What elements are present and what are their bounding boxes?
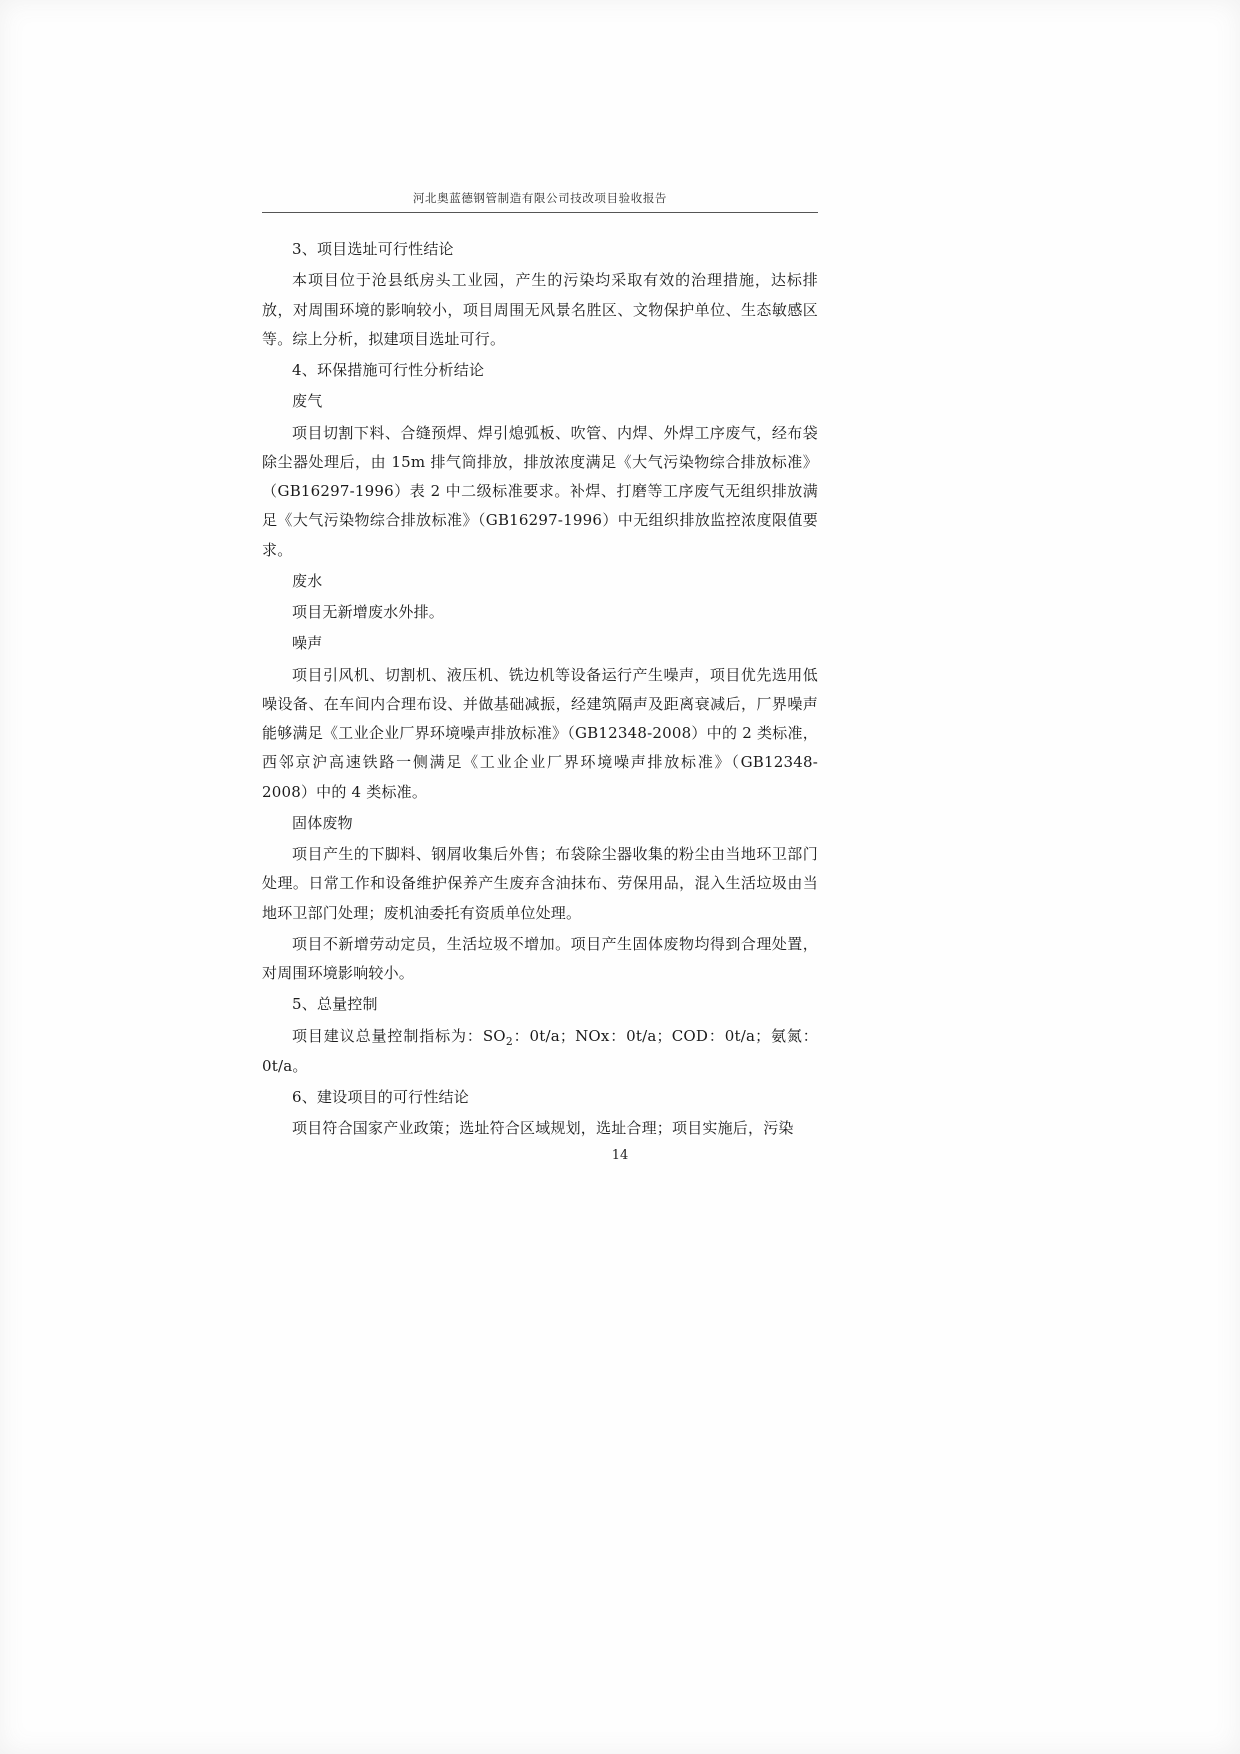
paragraph-section-4-title: 4、环保措施可行性分析结论: [292, 361, 485, 379]
subheading-noise: 噪声: [292, 634, 323, 653]
subheading-waste-gas: 废气: [292, 392, 323, 411]
header-divider: [262, 212, 818, 213]
paragraph-section-3-title: 3、项目选址可行性结论: [292, 240, 454, 258]
subheading-solid-waste: 固体废物: [292, 813, 353, 832]
total-control-subscript: 2: [505, 1034, 513, 1048]
page-content: [262, 190, 818, 1145]
paragraph-section-5-title: 5、总量控制: [292, 995, 378, 1014]
paragraph-total-control-body: [262, 1022, 818, 1081]
paragraph-solid-waste-summary: 项目不新增劳动定员，生活垃圾不增加。项目产生固体废物均得到合理处置，对周围环境影响较小。: [262, 934, 818, 982]
page-header: 河北奥蓝德钢管制造有限公司技改项目验收报告: [412, 191, 668, 205]
total-control-suffix: ：0t/a；NOx：0t/a；COD：0t/a；氨氮：0t/a。: [262, 1026, 818, 1075]
paragraph-waste-gas-body: 项目切割下料、合缝预焊、焊引熄弧板、吹管、内焊、外焊工序废气，经布袋除尘器处理后，由 15m 排气筒排放，排放浓度满足《大气污染物综合排放标准》（GB16297-1996）表 2 中二级标准要求。补焊、打磨等工序废气无组织排放满足《大气污染物综合排放标准》（GB16297-1996）中无组织排放监控浓度限值要求。: [262, 423, 818, 559]
page-number: 14: [611, 1148, 629, 1163]
paragraph-noise-body: 项目引风机、切割机、液压机、铣边机等设备运行产生噪声，项目优先选用低噪设备、在车间内合理布设、并做基础减振，经建筑隔声及距离衰减后，厂界噪声能够满足《工业企业厂界环境噪声排放标准》（GB12348-2008）中的 2 类标准，西邻京沪高速铁路一侧满足《工业企业厂界环境噪声排放标准》（GB12348-2008）中的 4 类标准。: [262, 665, 818, 801]
subheading-waste-water: 废水: [292, 571, 323, 590]
paragraph-section-6-title: 6、建设项目的可行性结论: [292, 1087, 469, 1106]
paragraph-waste-water-body: 项目无新增废水外排。: [292, 603, 445, 621]
paragraph-solid-waste-body: 项目产生的下脚料、钢屑收集后外售；布袋除尘器收集的粉尘由当地环卫部门处理。日常工作和设备维护保养产生废弃含油抹布、劳保用品，混入生活垃圾由当地环卫部门处理；废机油委托有资质单位处理。: [262, 845, 818, 922]
paragraph-site-conclusion: 本项目位于沧县纸房头工业园，产生的污染均采取有效的治理措施，达标排放，对周围环境的影响较小，项目周围无风景名胜区、文物保护单位、生态敏感区等。综上分析，拟建项目选址可行。: [262, 271, 818, 348]
paragraph-feasibility-body: 项目符合国家产业政策；选址符合区域规划，选址合理；项目实施后，污染: [292, 1119, 794, 1138]
total-control-prefix: 项目建议总量控制指标为：SO: [292, 1026, 506, 1045]
